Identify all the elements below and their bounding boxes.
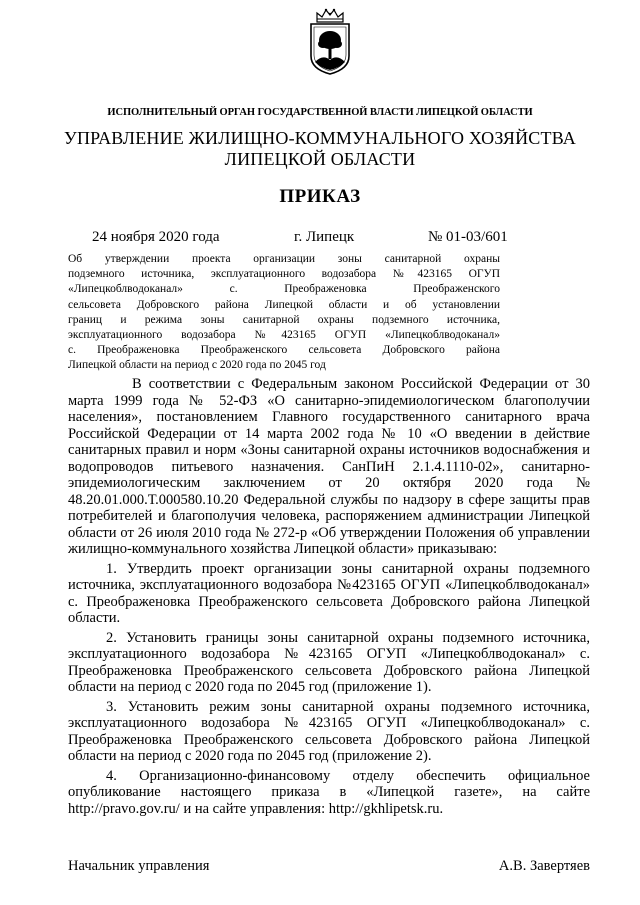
order-item-3: 3. Установить режим зоны санитарной охраны подземного источника, эксплуатационного водозабора №423165 ОГУП «Липецкоблводоканал» с. Преображеновка Преображенского сельсовета Добровского района Липецкой области на период с 2020 года по 2045 год (приложение 2). <box>68 698 590 764</box>
subject-line: границ и режима зоны санитарной охраны подземного источника, <box>68 313 500 326</box>
emblem <box>303 6 357 76</box>
org-header: ИСПОЛНИТЕЛЬНЫЙ ОРГАН ГОСУДАРСТВЕННОЙ ВЛАСТИ ЛИПЕЦКОЙ ОБЛАСТИ <box>107 107 533 118</box>
subject-line: эксплуатационного водозабора №423165 ОГУП «Липецкоблводоканал» <box>68 329 500 342</box>
subject-line: Липецкой области на период с 2020 года по 2045 год <box>68 359 326 372</box>
order-subject <box>68 252 500 374</box>
subject-line: подземного источника, эксплуатационного водозабора №423165 ОГУП <box>68 268 500 281</box>
subject-line: сельсовета Добровского района Липецкой области и об установлении <box>68 298 500 311</box>
order-number: № 01-03/601 <box>428 229 508 245</box>
subject-line: с. Преображеновка Преображенского сельсовета Добровского района <box>68 344 500 357</box>
department-title-line-1: УПРАВЛЕНИЕ ЖИЛИЩНО-КОММУНАЛЬНОГО ХОЗЯЙСТВА <box>64 128 576 148</box>
order-city: г. Липецк <box>294 229 355 245</box>
department-title-line-2: ЛИПЕЦКОЙ ОБЛАСТИ <box>224 149 416 169</box>
order-item-1: 1. Утвердить проект организации зоны санитарной охраны подземного источника, эксплуатационного водозабора №423165 ОГУП «Липецкоблводоканал» с. Преображеновка Преображенского сельсовета Добровского района Липецкой области. <box>68 560 590 626</box>
order-item-2: 2. Установить границы зоны санитарной охраны подземного источника, эксплуатационного водозабора №423165 ОГУП «Липецкоблводоканал» с. Преображеновка Преображенского сельсовета Добровского района Липецкой области на период с 2020 года по 2045 год (приложение 1). <box>68 629 590 695</box>
signatory-position: Начальник управления <box>68 858 210 874</box>
department-title <box>0 128 640 170</box>
subject-line: «Липецкоблводоканал» с. Преображеновка Преображенского <box>68 283 500 296</box>
order-date: 24 ноября 2020 года <box>92 229 220 245</box>
coat-of-arms-icon <box>303 6 357 76</box>
signatory-name: А.В. Завертяев <box>498 858 590 874</box>
document-type: ПРИКАЗ <box>279 186 361 207</box>
order-item-4: 4. Организационно-финансовому отделу обеспечить официальное опубликование настоящего приказа в «Липецкой газете», на сайте http://pravo.gov.ru/ и на сайте управления: http://gkhlipetsk.ru. <box>68 767 590 817</box>
preamble-paragraph: В соответствии с Федеральным законом Российской Федерации от 30 марта 1999 года № 52-ФЗ «О санитарно-эпидемиологическом благополучии населения», постановлением Главного государственного санитарного врача Российской Федерации от 14 марта 2002 года № 10 «О введении в действие санитарных правил и норм «Зоны санитарной охраны источников водоснабжения и водопроводов питьевого назначения. СанПиН 2.1.4.1110-02», санитарно-эпидемиологическим заключением от 20 октября 2020 года № 48.20.01.000.Т.000580.10.20 Федеральной службы по надзору в сфере защиты прав потребителей и благополучия человека, распоряжением администрации Липецкой области от 26 июля 2010 года № 272-р «Об утверждении Положения об управлении жилищно-коммунального хозяйства Липецкой области» приказываю: <box>68 376 590 557</box>
subject-line: Об утверждении проекта организации зоны санитарной охраны <box>68 253 500 265</box>
order-body <box>68 376 590 817</box>
